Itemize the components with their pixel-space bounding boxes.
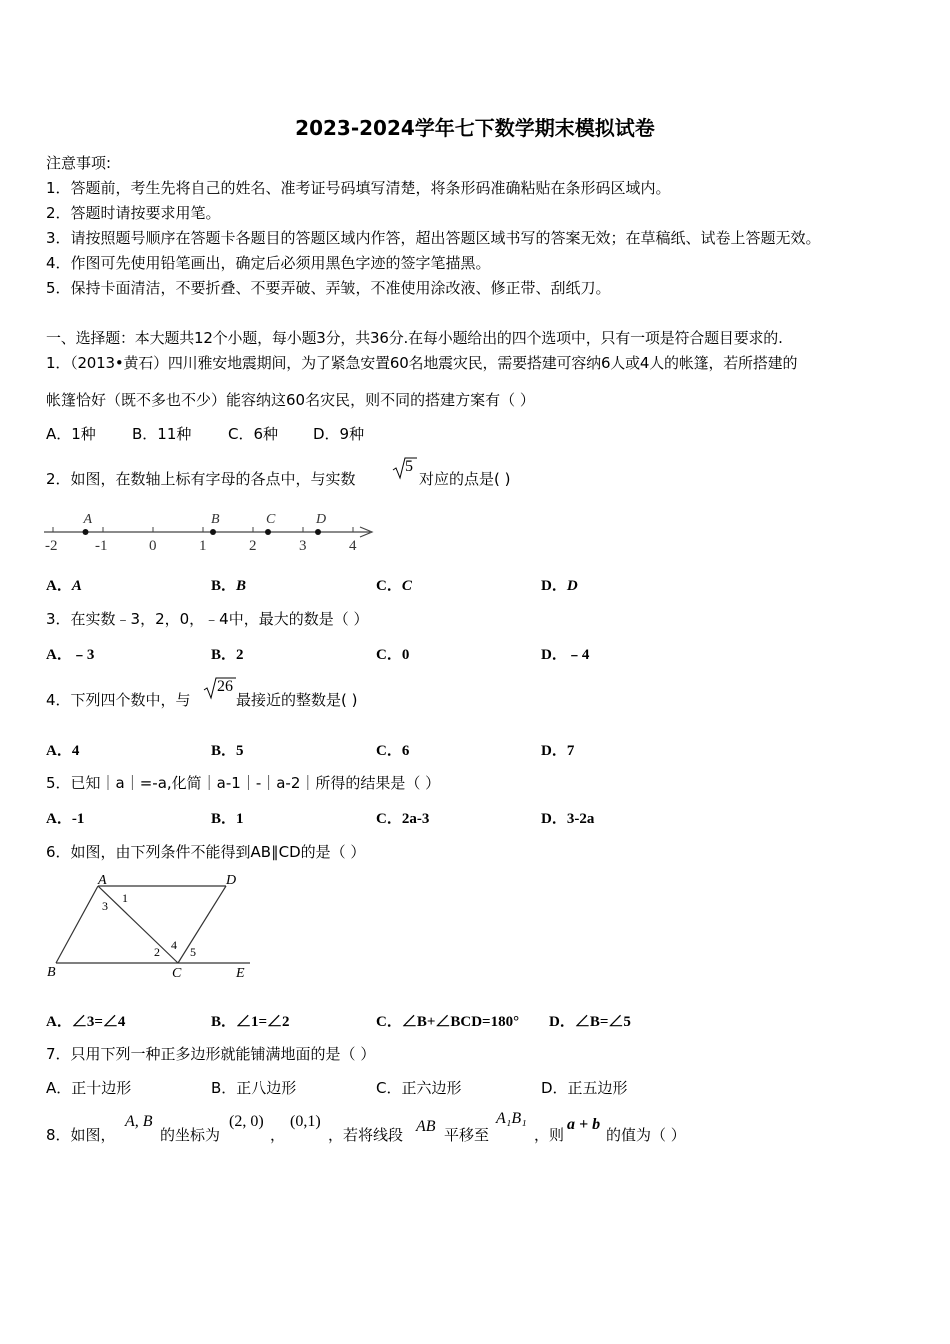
question-2-text-before: 2．如图，在数轴上标有字母的各点中，与实数: [46, 470, 356, 488]
question-1-line-1: 1．（2013•黄石）四川雅安地震期间，为了紧急安置60名地震灾民，需要搭建可容纳6人或4人的帐篷，若所搭建的: [46, 354, 798, 372]
point-label-e: E: [236, 966, 245, 981]
q2-option-a: A．A: [46, 578, 82, 594]
question-8-part: 平移至: [444, 1126, 490, 1144]
point-a: [83, 529, 89, 535]
question-4-text-after: 最接近的整数是( ): [236, 691, 358, 709]
segment-ab: [56, 886, 98, 963]
q3-option-c: C．0: [376, 647, 410, 663]
math-coord-1: (2, 0): [229, 1113, 264, 1130]
point-label-a: A: [98, 873, 107, 888]
tick-label: 3: [299, 538, 307, 554]
q1-option-b: B．11种: [132, 425, 192, 443]
tick-label: 1: [199, 538, 207, 554]
q5-option-b: B．1: [211, 811, 244, 827]
parallel-lines-figure: [40, 866, 260, 982]
question-8-part: ，则: [534, 1126, 565, 1144]
q4-option-a: A．4: [46, 743, 80, 759]
math-a-plus-b: a + b: [567, 1116, 601, 1133]
q3-option-d: D．﹣4: [541, 647, 590, 663]
q5-option-d: D．3-2a: [541, 811, 595, 827]
q3-option-a: A．﹣3: [46, 647, 95, 663]
notice-item: 3．请按照题号顺序在答题卡各题目的答题区域内作答，超出答题区域书写的答案无效；在草稿纸、试卷上答题无效。: [46, 229, 821, 247]
question-2-text-after: 对应的点是( ): [419, 470, 511, 488]
question-3-text: 3．在实数﹣3，2，0，﹣4中，最大的数是（ ）: [46, 610, 369, 628]
question-8-part: 的值为（ ）: [606, 1126, 686, 1144]
q3-option-b: B．2: [211, 647, 244, 663]
point-c: [265, 529, 271, 535]
question-8-part: ，: [270, 1126, 286, 1144]
q1-option-c: C．6种: [228, 425, 279, 443]
question-8-part: 8．如图，: [46, 1126, 116, 1144]
q4-option-b: B．5: [211, 743, 244, 759]
number-line: [40, 505, 380, 557]
point-label-b: B: [47, 965, 56, 980]
q6-option-a: A．∠3=∠4: [46, 1014, 126, 1030]
angle-label-1: 1: [122, 891, 128, 905]
tick-label: -1: [95, 538, 108, 554]
q5-option-c: C．2a-3: [376, 811, 430, 827]
q2-option-b: B．B: [211, 578, 247, 594]
point-b: [210, 529, 216, 535]
q4-option-c: C．6: [376, 743, 410, 759]
page-title: 2023-2024学年七下数学期末模拟试卷: [295, 116, 655, 140]
question-8-part: ，若将线段: [328, 1126, 404, 1144]
point-label-c: C: [172, 966, 182, 981]
math-segment-a1b1: A₁B₁: [496, 1110, 527, 1127]
point-label-d: D: [316, 512, 327, 527]
tick-label: 0: [149, 538, 157, 554]
q7-option-a: A．正十边形: [46, 1079, 132, 1097]
tick-group: [45, 527, 357, 554]
question-6-text: 6．如图，由下列条件不能得到AB∥CD的是（ ）: [46, 843, 366, 861]
q5-option-a: A．-1: [46, 811, 85, 827]
point-label-a: A: [83, 512, 93, 527]
math-ab: A, B: [125, 1113, 153, 1130]
question-8-part: 的坐标为: [160, 1126, 221, 1144]
point-label-b: B: [211, 512, 220, 527]
q7-option-d: D．正五边形: [541, 1079, 628, 1097]
q1-option-d: D．9种: [313, 425, 365, 443]
radicand: 26: [217, 678, 233, 695]
q7-option-c: C．正六边形: [376, 1079, 462, 1097]
tick-label: 4: [349, 538, 357, 554]
q1-option-a: A．1种: [46, 425, 96, 443]
math-coord-2: (0,1): [290, 1113, 321, 1130]
question-4-text-before: 4．下列四个数中，与: [46, 691, 191, 709]
section-heading: 一、选择题：本大题共12个小题，每小题3分，共36分.在每小题给出的四个选项中，只有一项是符合题目要求的.: [46, 329, 783, 347]
q2-option-c: C．C: [376, 578, 412, 594]
segment-ac: [98, 886, 178, 963]
notice-heading: 注意事项:: [46, 154, 112, 172]
point-label-c: C: [266, 512, 276, 527]
point-label-d: D: [226, 873, 237, 888]
question-1-line-2: 帐篷恰好（既不多也不少）能容纳这60名灾民，则不同的搭建方案有（ ）: [46, 391, 535, 409]
q6-option-d: D．∠B=∠5: [549, 1014, 631, 1030]
angle-label-3: 3: [102, 899, 108, 913]
question-5-text: 5．已知｜a｜=-a,化简｜a-1｜-｜a-2｜所得的结果是（ ）: [46, 774, 441, 792]
tick-label: -2: [45, 538, 58, 554]
tick-label: 2: [249, 538, 257, 554]
q4-option-d: D．7: [541, 743, 575, 759]
q6-option-c: C．∠B+∠BCD=180°: [376, 1014, 520, 1030]
math-segment-ab: AB: [416, 1118, 436, 1135]
segment-cd: [178, 886, 226, 963]
notice-item: 2．答题时请按要求用笔。: [46, 204, 221, 222]
notice-item: 4．作图可先使用铅笔画出，确定后必须用黑色字迹的签字笔描黑。: [46, 254, 491, 272]
q6-option-b: B．∠1=∠2: [211, 1014, 290, 1030]
q7-option-b: B．正八边形: [211, 1079, 297, 1097]
notice-item: 1．答题前，考生先将自己的姓名、准考证号码填写清楚，将条形码准确粘贴在条形码区域内。: [46, 179, 671, 197]
angle-label-4: 4: [171, 938, 177, 952]
notice-item: 5．保持卡面清洁，不要折叠、不要弄破、弄皱，不准使用涂改液、修正带、刮纸刀。: [46, 279, 611, 297]
point-d: [315, 529, 321, 535]
question-7-text: 7．只用下列一种正多边形就能铺满地面的是（ ）: [46, 1045, 376, 1063]
radicand: 5: [405, 458, 413, 475]
angle-label-2: 2: [154, 945, 160, 959]
q2-option-d: D．D: [541, 578, 578, 594]
angle-label-5: 5: [190, 945, 196, 959]
